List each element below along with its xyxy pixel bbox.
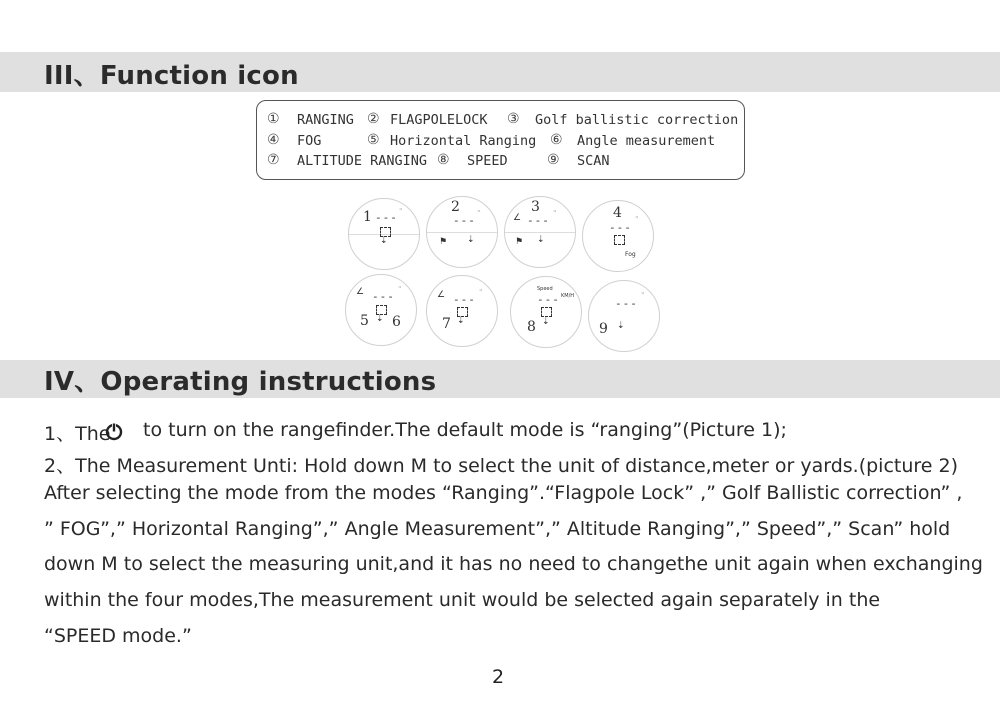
icon-number-left: 5 — [360, 313, 369, 329]
section-title: III、Function icon — [44, 61, 299, 91]
angle-icon: ∠ — [513, 213, 522, 223]
legend-num-5: ⑤ — [367, 132, 380, 148]
legend-num-3: ③ — [507, 111, 520, 127]
reading-dashes: --- — [453, 214, 476, 227]
icon-flagpole-lock-picture — [426, 196, 498, 268]
section-header-function-icon — [0, 52, 1000, 92]
unit-mark: " — [398, 285, 402, 294]
legend-num-6: ⑥ — [550, 132, 563, 148]
reading-dashes: --- — [537, 293, 560, 306]
reading-dashes: --- — [375, 211, 398, 224]
instruction-step-1-text: to turn on the rangefinder.The default mode is “ranging”(Picture 1); — [143, 419, 787, 441]
target-bracket-icon — [541, 307, 552, 317]
icon-scan-picture — [588, 280, 660, 352]
legend-label-horizontal-ranging: Horizontal Ranging — [390, 133, 537, 149]
legend-label-speed: SPEED — [467, 153, 508, 169]
icon-golf-ballistic-picture — [504, 196, 576, 268]
icon-number: 3 — [531, 199, 540, 215]
legend-num-8: ⑧ — [437, 152, 450, 168]
legend-label-ranging: RANGING — [297, 112, 354, 128]
legend-label-golf-ballistic: Golf ballistic correction — [535, 112, 739, 128]
instruction-step-2: 2、The Measurement Unti: Hold down M to select the unit of distance,meter or yards.(picture 2) — [44, 455, 959, 477]
icon-number: 4 — [613, 205, 622, 221]
fog-label: Fog — [625, 251, 636, 258]
legend-num-9: ⑨ — [547, 152, 560, 168]
legend-num-4: ④ — [267, 132, 280, 148]
scan-icon: ⇣ — [617, 321, 625, 331]
flag-icon: ⚑ — [515, 237, 524, 247]
icon-fog-picture — [582, 200, 654, 272]
instruction-paragraph-line: After selecting the mode from the modes “Ranging”.“Flagpole Lock” ,” Golf Ballistic correction” , — [44, 482, 963, 504]
distance-icon: ⇣ — [467, 235, 475, 245]
unit-mark: " — [399, 207, 403, 216]
unit-mark: " — [553, 209, 557, 218]
icon-number: 7 — [442, 316, 451, 332]
unit-mark: " — [477, 209, 481, 218]
reading-dashes: --- — [615, 297, 638, 310]
function-legend-box — [256, 100, 745, 180]
angle-icon: ∠ — [437, 290, 446, 300]
icon-number-right: 6 — [392, 314, 401, 330]
icon-speed-picture — [510, 276, 582, 348]
page-number: 2 — [492, 666, 505, 688]
legend-label-fog: FOG — [297, 133, 322, 149]
unit-mark: " — [479, 288, 483, 297]
legend-num-2: ② — [367, 111, 380, 127]
reading-dashes: --- — [372, 290, 395, 303]
reading-dashes: --- — [527, 214, 550, 227]
section-title: IV、Operating instructions — [44, 367, 437, 397]
legend-label-scan: SCAN — [577, 153, 610, 169]
legend-num-1: ① — [267, 111, 280, 127]
icon-ranging-picture — [348, 198, 420, 270]
reading-dashes: --- — [609, 221, 632, 234]
instruction-paragraph-line: “SPEED mode.” — [44, 625, 192, 647]
legend-label-altitude-ranging: ALTITUDE RANGING — [297, 153, 428, 169]
icon-number: 9 — [599, 321, 608, 337]
section-header-operating-instructions — [0, 360, 1000, 398]
power-icon — [104, 421, 124, 441]
unit-mark: " — [641, 291, 645, 300]
target-bracket-icon — [614, 235, 625, 245]
legend-label-angle-measurement: Angle measurement — [577, 133, 716, 149]
unit-mark: " — [635, 215, 639, 224]
angle-icon: ∠ — [356, 287, 365, 297]
icon-number: 8 — [527, 319, 536, 335]
flag-icon: ⚑ — [439, 237, 448, 247]
instruction-step-1-prefix: 1、The — [44, 423, 111, 445]
distance-icon: ⇣ — [457, 316, 465, 326]
distance-icon: ⇣ — [537, 235, 545, 245]
distance-icon: ⇣ — [380, 236, 388, 246]
legend-num-7: ⑦ — [267, 152, 280, 168]
distance-icon: ⇣ — [376, 314, 384, 324]
instruction-paragraph-line: ” FOG”,” Horizontal Ranging”,” Angle Measurement”,” Altitude Ranging”,” Speed”,” Scan” hold — [44, 518, 951, 540]
instruction-paragraph-line: down M to select the measuring unit,and it has no need to changethe unit again when exchanging — [44, 553, 983, 575]
icon-horizontal-angle-picture — [345, 274, 417, 346]
instruction-paragraph-line: within the four modes,The measurement unit would be selected again separately in the — [44, 589, 881, 611]
speed-unit: KM/H — [561, 293, 575, 299]
icon-altitude-ranging-picture — [426, 275, 498, 347]
distance-icon: ⇣ — [542, 317, 550, 327]
speed-label: Speed — [537, 286, 553, 292]
icon-number: 1 — [363, 209, 372, 225]
legend-label-flagpolelock: FLAGPOLELOCK — [390, 112, 488, 128]
reading-dashes: --- — [453, 293, 476, 306]
icon-number: 2 — [451, 199, 460, 215]
